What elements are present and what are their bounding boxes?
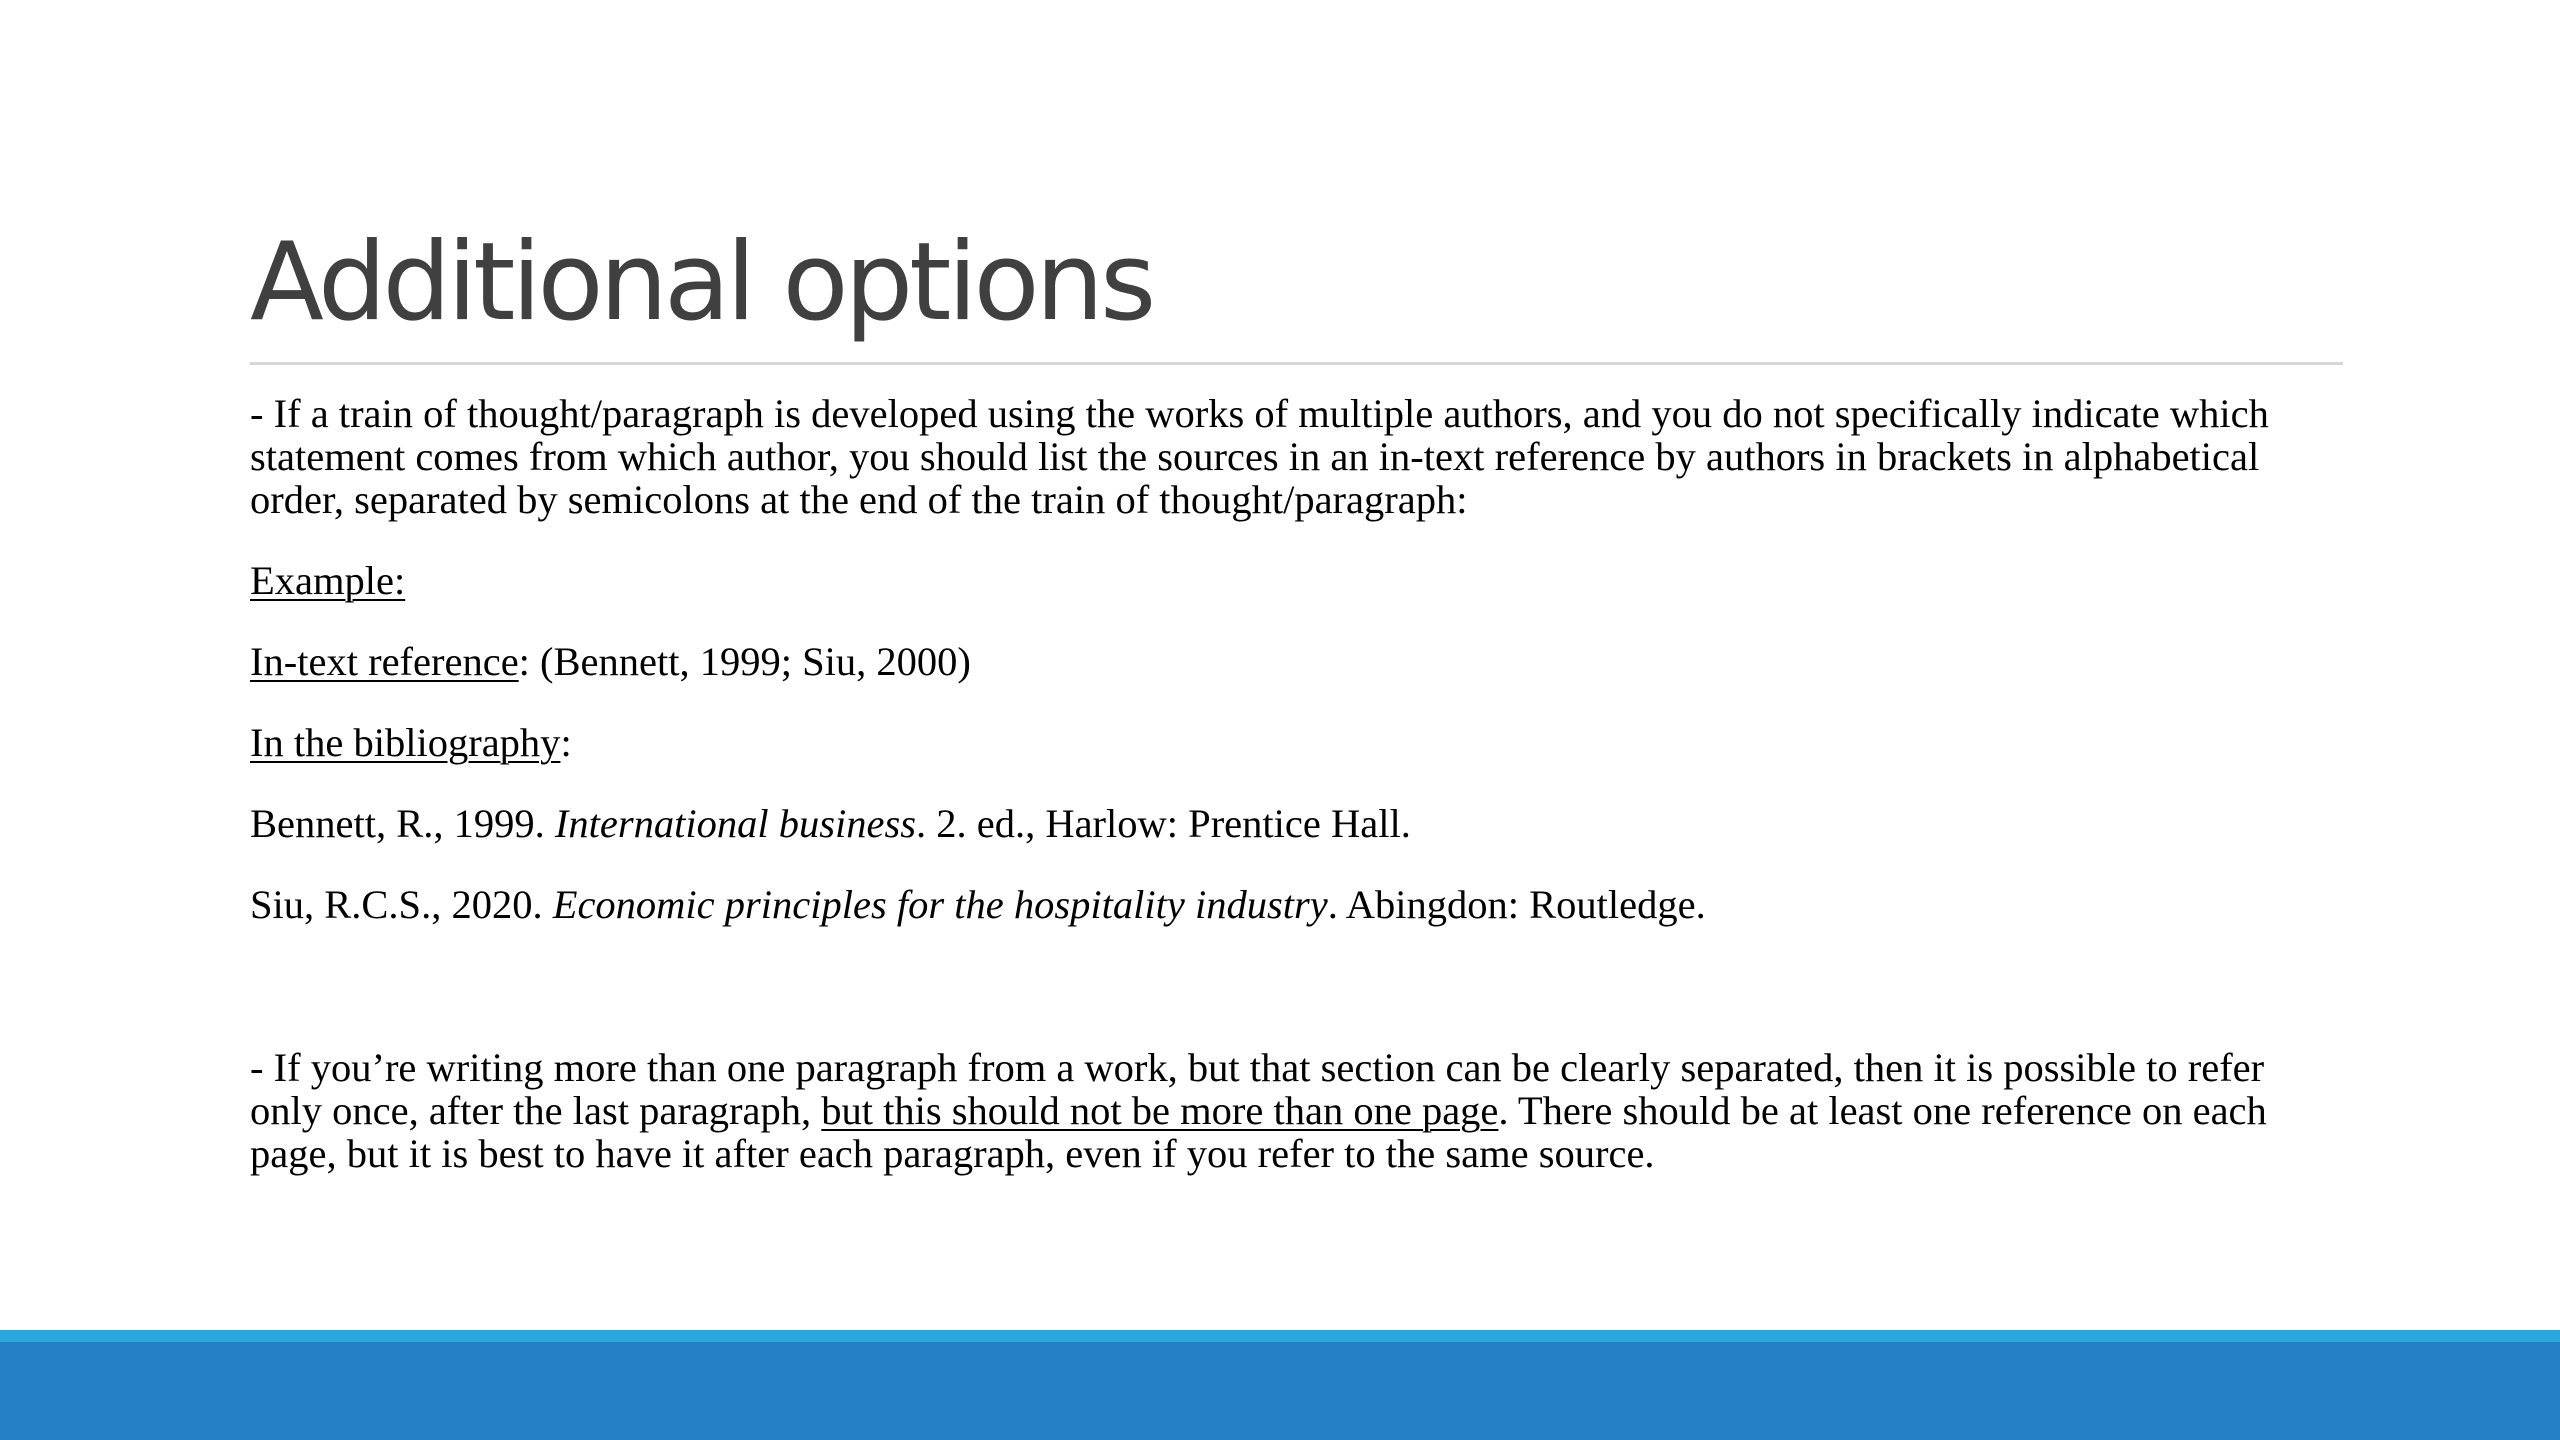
reference-bennett-author: Bennett, R., 1999. [250, 801, 555, 846]
intext-reference-label: In-text reference [250, 639, 519, 684]
bibliography-label: In the bibliography [250, 720, 561, 765]
footer-band [0, 1342, 2560, 1440]
footer-accent-line [0, 1330, 2560, 1342]
spacer [250, 521, 2345, 559]
slide-body [250, 392, 2345, 1175]
reference-siu-title: Economic principles for the hospitality industry [552, 882, 1328, 927]
example-label [250, 559, 2345, 602]
paragraph-one-reference-underlined: but this should not be more than one page [821, 1088, 1499, 1133]
reference-siu-publisher: . Abingdon: Routledge. [1327, 882, 1706, 927]
intext-reference-value: : (Bennett, 1999; Siu, 2000) [518, 639, 971, 684]
bibliography-colon: : [560, 720, 572, 765]
title-divider [250, 362, 2343, 365]
spacer [250, 602, 2345, 640]
reference-bennett-publisher: . 2. ed., Harlow: Prentice Hall. [915, 801, 1411, 846]
spacer [250, 683, 2345, 721]
paragraph-multiple-authors: - If a train of thought/paragraph is developed using the works of multiple authors, and you do not specifically indicate which statement comes from which author, you should list the sources in an in-text reference by authors in brackets in alphabetical order, separated by semicolons at the end of the train of thought/paragraph: [250, 391, 2269, 522]
paragraph-one-reference [250, 1046, 2345, 1175]
spacer [250, 764, 2345, 802]
example-label-text: Example: [250, 558, 406, 603]
reference-siu [250, 883, 2345, 926]
reference-bennett [250, 802, 2345, 845]
reference-siu-author: Siu, R.C.S., 2020. [250, 882, 553, 927]
spacer [250, 845, 2345, 883]
slide-title: Additional options [250, 220, 1153, 345]
reference-bennett-title: International business [554, 801, 916, 846]
spacer [250, 926, 2345, 1046]
bibliography-line [250, 721, 2345, 764]
paragraph-one-reference-lead: - If you’re writing more than one paragraph from a work, but that section can be clearly separated, then it is possible to refer only once, after the last paragraph, [250, 1045, 2265, 1133]
intext-reference-line [250, 640, 2345, 683]
paragraph-one-reference-rest: . There should be at least one reference on each page, but it is best to have it after each paragraph, even if you refer to the same source. [250, 1088, 2267, 1176]
